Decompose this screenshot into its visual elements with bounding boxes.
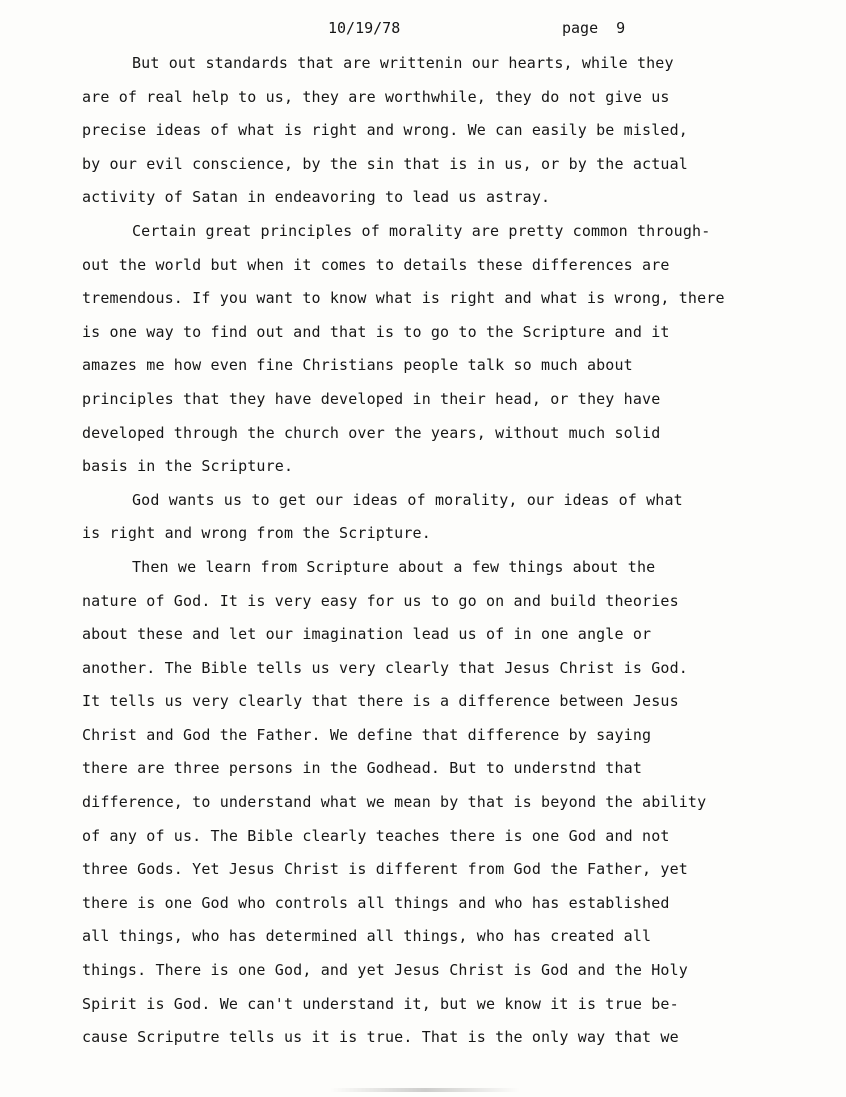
text-line: God wants us to get our ideas of morality, our ideas of what: [132, 490, 683, 509]
text-line: Spirit is God. We can't understand it, but we know it is true be-: [82, 994, 679, 1013]
header-page-number: page 9: [562, 19, 626, 37]
text-line: precise ideas of what is right and wrong. We can easily be misled,: [82, 121, 688, 140]
text-line: principles that they have developed in their head, or they have: [82, 389, 661, 408]
text-line: all things, who has determined all things, who has created all: [82, 927, 652, 946]
text-line: cause Scriputre tells us it is true. That is the only way that we: [82, 1028, 679, 1047]
text-line: activity of Satan in endeavoring to lead us astray.: [82, 188, 551, 207]
text-line: by our evil conscience, by the sin that is in us, or by the actual: [82, 154, 688, 173]
text-line: Certain great principles of morality are pretty common through-: [132, 221, 711, 240]
text-line: is right and wrong from the Scripture.: [82, 524, 431, 543]
text-line: of any of us. The Bible clearly teaches there is one God and not: [82, 826, 670, 845]
text-line: But out standards that are writtenin our hearts, while they: [132, 54, 674, 72]
page-header: [0, 19, 846, 41]
text-line: amazes me how even fine Christians people talk so much about: [82, 356, 633, 375]
text-line: Then we learn from Scripture about a few things about the: [132, 557, 656, 576]
text-line: are of real help to us, they are worthwhile, they do not give us: [82, 87, 670, 106]
text-line: there is one God who controls all things and who has established: [82, 893, 670, 912]
body-text: [82, 52, 822, 1060]
text-line: there are three persons in the Godhead. But to understnd that: [82, 759, 643, 778]
text-line: tremendous. If you want to know what is right and what is wrong, there: [82, 289, 725, 308]
text-line: out the world but when it comes to details these differences are: [82, 255, 670, 274]
text-line: It tells us very clearly that there is a difference between Jesus: [82, 692, 679, 711]
text-line: is one way to find out and that is to go to the Scripture and it: [82, 322, 670, 341]
text-line: things. There is one God, and yet Jesus Christ is God and the Holy: [82, 961, 688, 980]
text-line: basis in the Scripture.: [82, 457, 294, 476]
text-line: three Gods. Yet Jesus Christ is different from God the Father, yet: [82, 860, 688, 879]
text-line: nature of God. It is very easy for us to go on and build theories: [82, 591, 679, 610]
text-line: about these and let our imagination lead us of in one angle or: [82, 625, 652, 644]
text-line: another. The Bible tells us very clearly that Jesus Christ is God.: [82, 658, 688, 677]
text-line: difference, to understand what we mean by that is beyond the ability: [82, 793, 707, 812]
header-date: 10/19/78: [328, 19, 401, 37]
scan-smudge: [330, 1088, 520, 1092]
text-line: Christ and God the Father. We define that difference by saying: [82, 725, 652, 744]
text-line: developed through the church over the years, without much solid: [82, 423, 661, 442]
